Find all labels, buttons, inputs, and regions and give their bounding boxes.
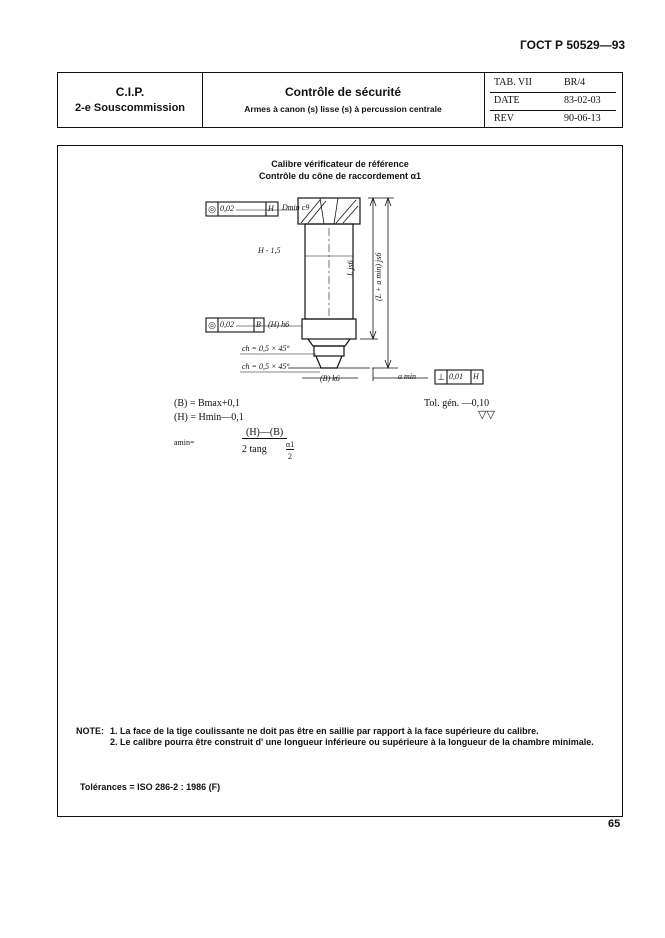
doc-title: Contrôle de sécurité	[284, 85, 402, 99]
h15-label: H - 1,5	[258, 246, 281, 255]
bk6-label: (B) k6	[320, 374, 340, 383]
chamfer-label-2: ch = 0,5 × 45°	[242, 362, 290, 371]
dmin-label: Dmin c9	[282, 203, 310, 212]
formula-numerator: (H)—(B)	[242, 427, 287, 439]
meta-key: REV	[494, 113, 514, 124]
doc-subtitle: Armes à canon (s) lisse (s) à percussion centrale	[244, 104, 442, 114]
meta-key: DATE	[494, 95, 520, 106]
concentricity-icon: ◎	[208, 320, 216, 330]
frac-numerator: α1	[286, 440, 295, 449]
meta-cell	[484, 73, 622, 127]
header-table	[57, 72, 623, 128]
title-cell	[202, 73, 485, 127]
meta-value: 90-06-13	[564, 113, 601, 124]
meta-row-date	[490, 92, 616, 111]
formula-amin-label: amin=	[174, 438, 195, 447]
meta-row-rev	[490, 110, 616, 128]
formula-h: (H) = Hmin—0,1	[174, 412, 244, 423]
frame-mid-value: 0,02	[220, 320, 234, 329]
frame-top-ref: H	[268, 204, 274, 213]
subcommission: 2-e Souscommission	[74, 102, 186, 114]
ljs6-label: L js6	[346, 260, 355, 276]
formula-denominator: 2 tang	[242, 444, 267, 455]
page-number: 65	[608, 818, 621, 830]
standard-number: ГОСТ Р 50529—93	[520, 38, 626, 52]
tolerances-note: Tolérances = ISO 286-2 : 1986 (F)	[80, 782, 221, 792]
frame-mid-ref: B	[256, 320, 261, 329]
note-2: 2. Le calibre pourra être construit d' une longueur inférieure ou supérieure à la longueur de la chambre minimale.	[110, 737, 594, 747]
chamfer-label-1: ch = 0,5 × 45°	[242, 344, 290, 353]
org-cell	[58, 73, 203, 127]
note-label: NOTE:	[76, 726, 104, 736]
formula-b: (B) = Bmax+0,1	[174, 398, 240, 409]
frame-bot-ref: H	[473, 372, 479, 381]
figure-title-2: Contrôle du cône de raccordement α1	[258, 171, 422, 181]
hh6-label: (H) h6	[268, 320, 290, 329]
meta-key: TAB. VII	[494, 77, 532, 88]
org-name: C.I.P.	[115, 85, 145, 99]
perpendicularity-icon: ⊥	[437, 372, 445, 382]
meta-value: BR/4	[564, 77, 586, 88]
frac-denominator: 2	[288, 452, 292, 461]
surface-finish-icon: ▽▽	[478, 409, 495, 421]
gauge-drawing	[58, 146, 621, 816]
note-1: 1. La face de la tige coulissante ne doit pas être en saillie par rapport à la face supérieure du calibre.	[110, 726, 539, 736]
concentricity-icon: ◎	[208, 204, 216, 214]
main-frame	[57, 145, 623, 817]
lamin-label: (L + a min) js6	[374, 252, 383, 301]
tolerance-general: Tol. gén. —0,10	[424, 398, 490, 409]
frame-top-value: 0,02	[220, 204, 234, 213]
amin-label: a min	[398, 372, 416, 381]
meta-row-tab	[490, 74, 616, 93]
meta-value: 83-02-03	[564, 95, 601, 106]
figure-title-1: Calibre vérificateur de référence	[271, 159, 409, 169]
frame-bot-value: 0,01	[449, 372, 463, 381]
